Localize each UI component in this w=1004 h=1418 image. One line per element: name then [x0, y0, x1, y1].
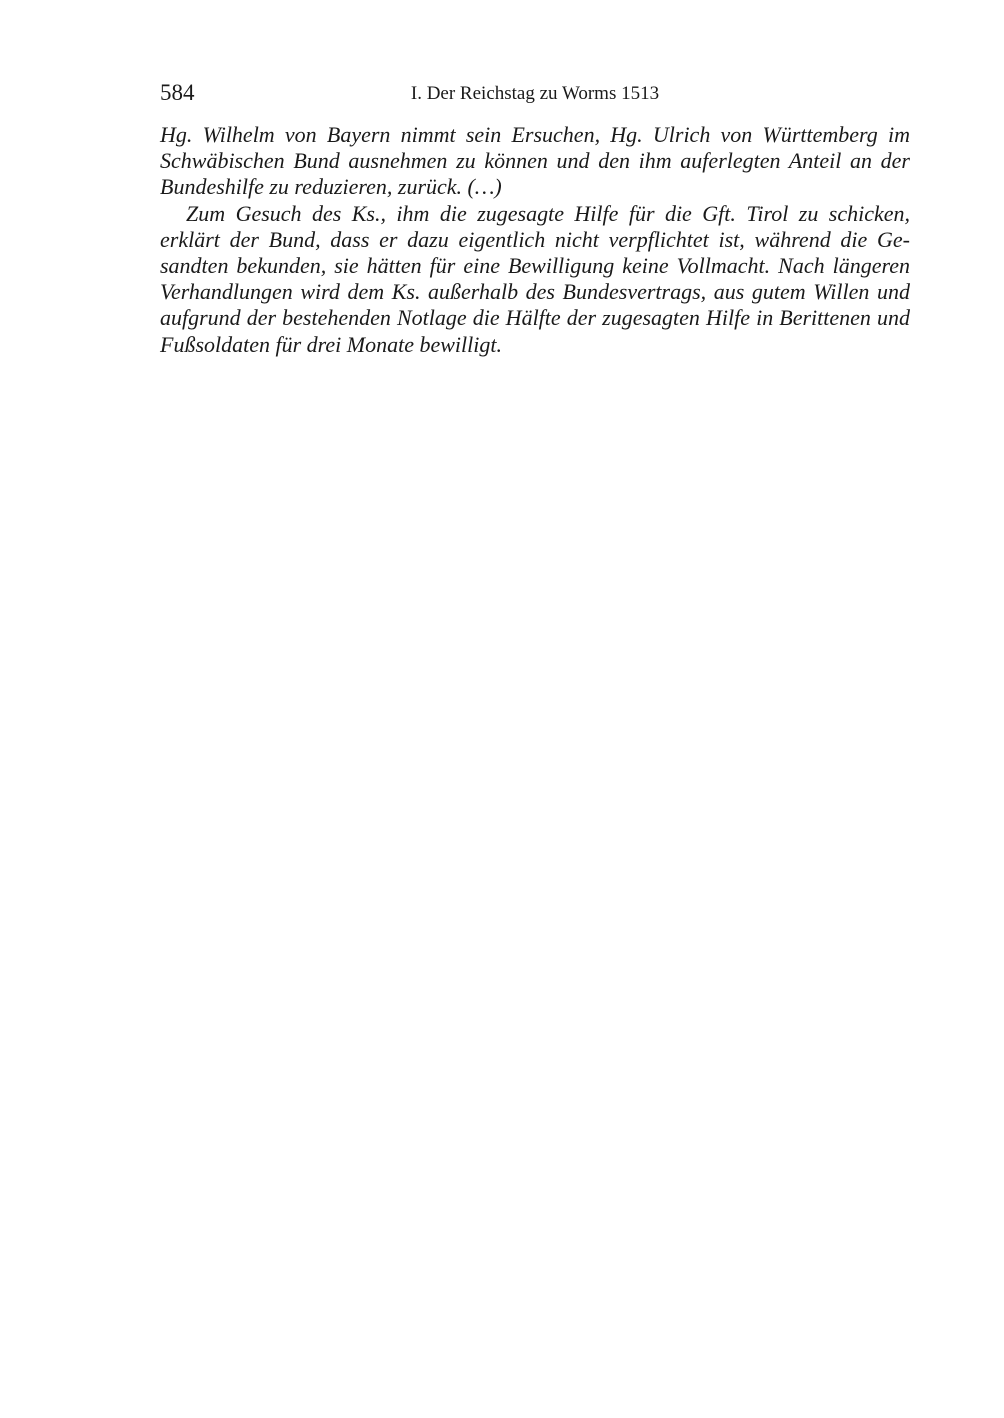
page-number: 584 [160, 80, 195, 105]
running-title: I. Der Reichstag zu Worms 1513 [410, 83, 660, 104]
body-text [160, 122, 910, 358]
paragraph-1: Hg. Wilhelm von Bayern nimmt sein Ersuchen, Hg. Ulrich von Württemberg im Schwäbischen Bund ausnehmen zu können und den ihm auferlegten Anteil an der Bundeshilfe zu reduzieren, zurück. (…) [160, 122, 910, 200]
paragraph-2: Zum Gesuch des Ks., ihm die zugesagte Hilfe für die Gft. Tirol zu schicken, erklärt der Bund, dass er dazu eigentlich nicht verpflichtet ist, während die Gesandten bekunden, sie hätten für eine Bewilligung keine Vollmacht. Nach längeren Verhandlungen wird dem Ks. außerhalb des Bundesvertrags, aus gutem Willen und aufgrund der bestehenden Notlage die Hälfte der zugesagten Hilfe in Berittenen und Fußsoldaten für drei Monate bewilligt. [160, 200, 910, 357]
page-header [160, 80, 910, 110]
